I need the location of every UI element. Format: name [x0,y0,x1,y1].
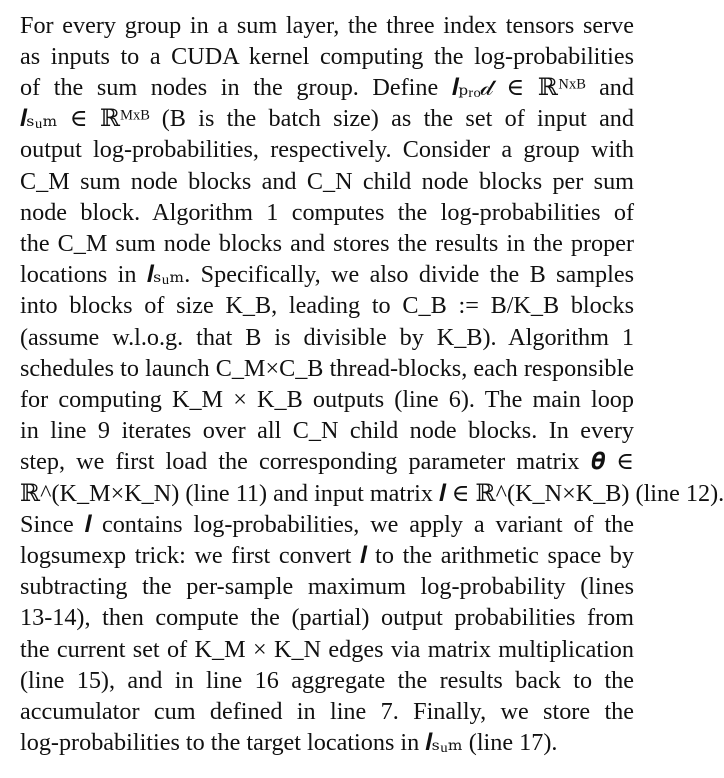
text-line: node block. Algorithm 1 computes the log-probabilities of [20,198,634,226]
text-line: accumulator cum defined in line 7. Finally, we store the [20,697,634,725]
text-line: output log-probabilities, respectively. Consider a group with [20,136,634,164]
text-line: schedules to launch C_M×C_B thread-blocks, each responsible [20,354,634,382]
text-line: 13-14), then compute the (partial) output probabilities from [20,604,634,632]
text-line: of the sum nodes in the group. Define 𝒍ₚᵣₒ𝒹 ∈ ℝᴺˣᴮ and [20,73,634,101]
text-line: step, we first load the corresponding parameter matrix 𝜽 ∈ [20,448,634,476]
text-line: as inputs to a CUDA kernel computing the log-probabilities [20,42,634,70]
text-line: Since 𝒍 contains log-probabilities, we apply a variant of the [20,510,634,538]
text-line: ℝ^(K_M×K_N) (line 11) and input matrix 𝒍 ∈ ℝ^(K_N×K_B) (line 12). [20,479,724,507]
text-line: locations in 𝒍ₛᵤₘ. Specifically, we also divide the B samples [20,261,634,289]
text-line: for computing K_M × K_B outputs (line 6). The main loop [20,385,634,413]
text-line: C_M sum node blocks and C_N child node blocks per sum [20,167,634,195]
text-line: 𝒍ₛᵤₘ ∈ ℝᴹˣᴮ (B is the batch size) as the set of input and [20,105,634,133]
text-line: into blocks of size K_B, leading to C_B := B/K_B blocks [20,292,634,320]
text-line: logsumexp trick: we first convert 𝒍 to the arithmetic space by [20,541,634,569]
text-line: subtracting the per-sample maximum log-probability (lines [20,573,634,601]
text-line: the current set of K_M × K_N edges via matrix multiplication [20,635,634,663]
text-line: the C_M sum node blocks and stores the results in the proper [20,229,634,257]
text-line: For every group in a sum layer, the three index tensors serve [20,11,634,39]
text-line: (line 15), and in line 16 aggregate the results back to the [20,666,634,694]
text-line: in line 9 iterates over all C_N child node blocks. In every [20,417,634,445]
text-line: (assume w.l.o.g. that B is divisible by K_B). Algorithm 1 [20,323,634,351]
text-line: log-probabilities to the target locations in 𝒍ₛᵤₘ (line 17). [20,729,558,757]
